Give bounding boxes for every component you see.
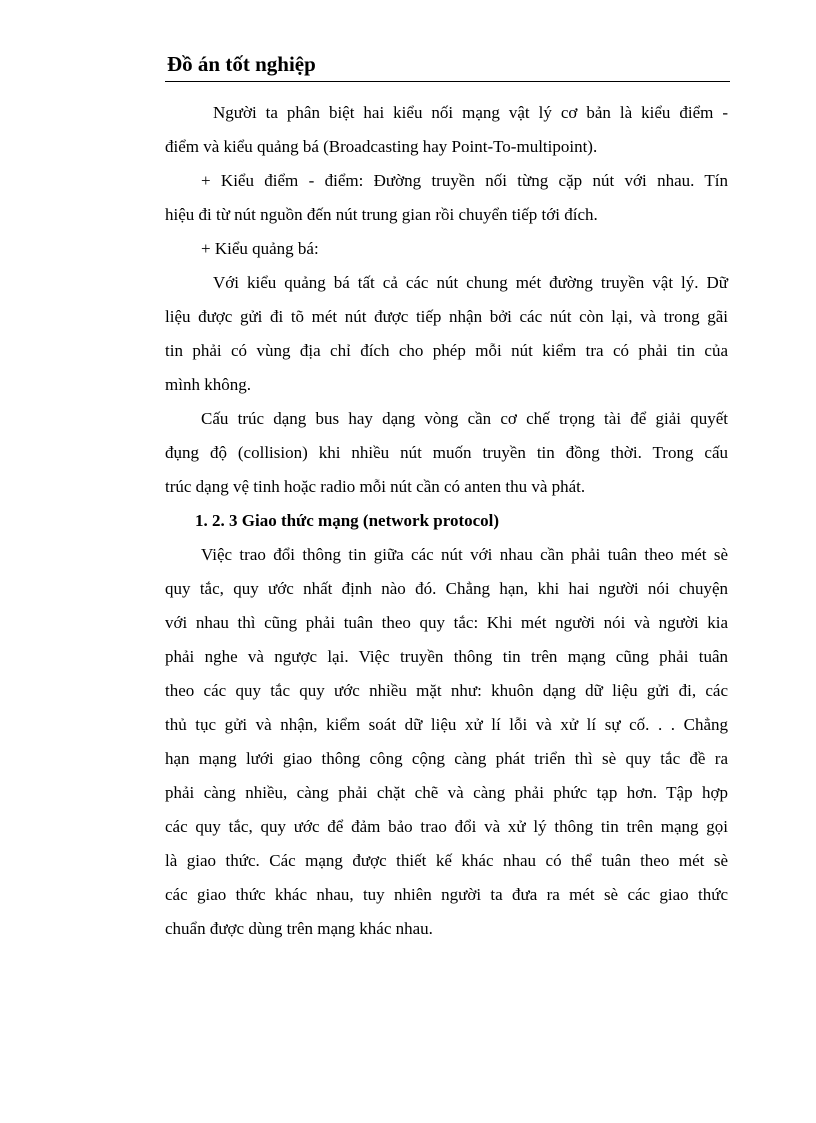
text-line: Cấu trúc dạng bus hay dạng vòng cần cơ chế trọng tài để giải quyết <box>201 409 728 428</box>
text-line: thủ tục gửi và nhận, kiểm soát dữ liệu xử lí lỗi và xử lí sự cố. . . Chẳng <box>165 715 728 734</box>
text-line: phải càng nhiều, càng phải chặt chẽ và càng phải phức tạp hơn. Tập hợp <box>165 783 728 802</box>
text-line: phải nghe và ngược lại. Việc truyền thông tin trên mạng cũng phải tuân <box>165 647 728 666</box>
text-line: Việc trao đổi thông tin giữa các nút với nhau cần phải tuân theo mét sè <box>201 545 728 564</box>
text-line: hạn mạng lưới giao thông công cộng càng phát triển thì sè quy tắc đề ra <box>165 749 728 768</box>
text-line: trúc dạng vệ tinh hoặc radio mỗi nút cần có anten thu và phát. <box>165 477 586 496</box>
text-line: mình không. <box>165 375 251 394</box>
text-line: Với kiểu quảng bá tất cả các nút chung mét đường truyền vật lý. Dữ <box>213 273 728 292</box>
text-line: là giao thức. Các mạng được thiết kế khác nhau có thể tuân theo mét sè <box>165 851 728 870</box>
text-line: với nhau thì cũng phải tuân theo quy tắc: Khi mét người nói và người kia <box>165 613 728 632</box>
text-line: đụng độ (collision) khi nhiều nút muốn truyền tin đồng thời. Trong cấu <box>165 443 728 462</box>
text-line: các quy tắc, quy ước để đảm bảo trao đổi và xử lý thông tin trên mạng gọi <box>165 817 728 836</box>
text-line: hiệu đi từ nút nguồn đến nút trung gian rồi chuyển tiếp tới đích. <box>165 205 598 224</box>
text-line: liệu được gửi đi tõ mét nút được tiếp nhận bởi các nút còn lại, và trong gãi <box>165 307 728 326</box>
text-line: các giao thức khác nhau, tuy nhiên người ta đưa ra mét sè các giao thức <box>165 885 728 904</box>
text-line: điểm và kiểu quảng bá (Broadcasting hay Point-To-multipoint). <box>165 137 598 156</box>
text-line: Người ta phân biệt hai kiểu nối mạng vật lý cơ bản là kiểu điểm - <box>213 103 728 122</box>
section-heading: 1. 2. 3 Giao thức mạng (network protocol) <box>195 511 500 530</box>
text-line: tin phải có vùng địa chỉ đích cho phép mỗi nút kiểm tra có phải tin của <box>165 341 728 360</box>
text-line: theo các quy tắc quy ước nhiều mặt như: khuôn dạng dữ liệu gửi đi, các <box>165 681 728 700</box>
text-line: + Kiểu điểm - điểm: Đường truyền nối từng cặp nút với nhau. Tín <box>201 171 728 190</box>
text-line: quy tắc, quy ước nhất định nào đó. Chẳng hạn, khi hai người nói chuyện <box>165 579 728 598</box>
text-line: + Kiểu quảng bá: <box>201 239 319 258</box>
document-title: Đồ án tốt nghiệp <box>167 52 316 76</box>
text-line: chuẩn được dùng trên mạng khác nhau. <box>165 919 433 938</box>
page-header <box>165 50 730 82</box>
